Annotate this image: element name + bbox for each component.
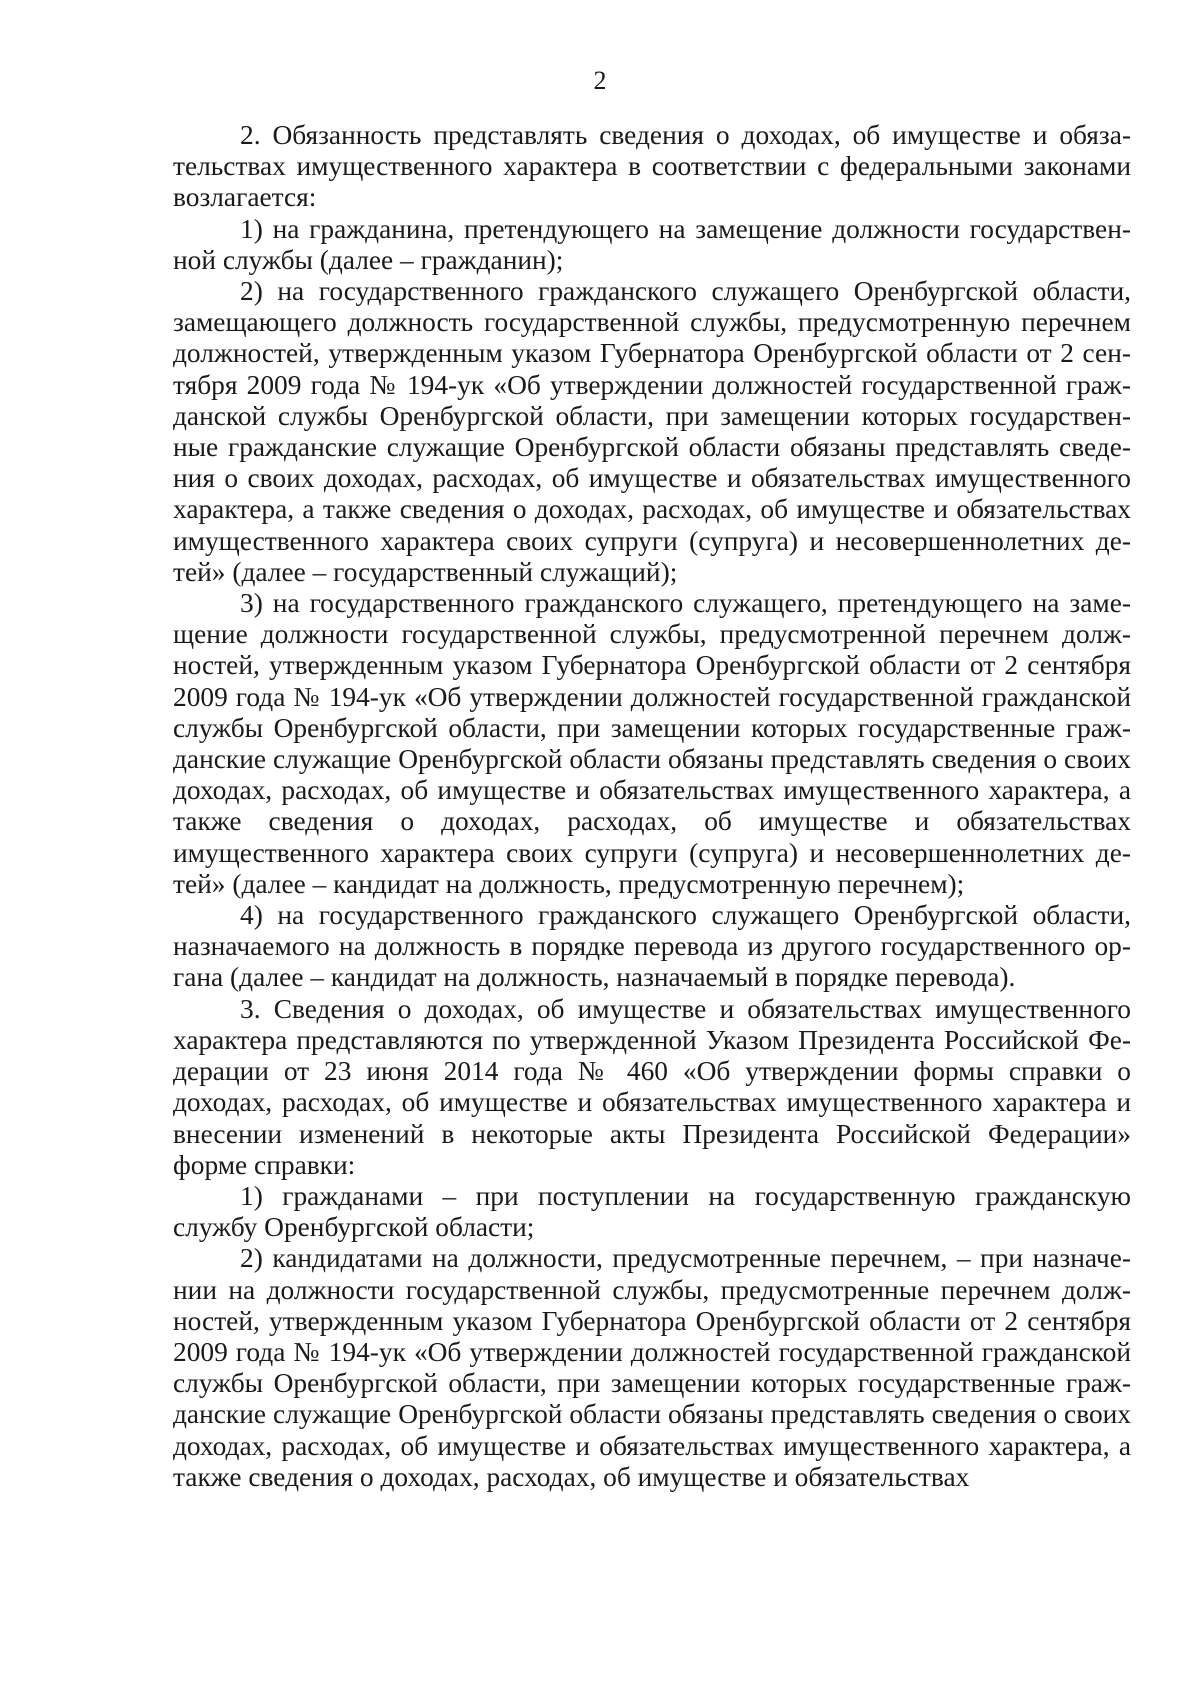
paragraph-3: 3. Сведения о доходах, об имуществе и обязательствах имущественного характера представляются по утвержденной Указом Президента Российской Федерации от 23 июня 2014 года № 460 «Об утверждении формы справки о доходах, расходах, об имуществе и обязательствах имущественного характера и внесении изменений в некоторые акты Президента Российской Федерации» форме справки: xyxy=(173,993,1131,1180)
paragraph-3-2: 2) кандидатами на должности, предусмотренные перечнем, – при назначении на должности государственной службы, предусмотренные перечнем должностей, утвержденным указом Губернатора Оренбургской области от 2 сентября 2009 года № 194-ук «Об утверждении должностей государственной гражданской службы Оренбургской области, при замещении которых государственные гражданские служащие Оренбургской области обязаны представлять сведения о своих доходах, расходах, об имуществе и обязательствах имущественного характера, а также сведения о доходах, расходах, об имуществе и обязательствах xyxy=(173,1243,1131,1492)
paragraph-2-2: 2) на государственного гражданского служащего Оренбургской области, замещающего должность государственной службы, предусмотренную перечнем должностей, утвержденным указом Губернатора Оренбургской области от 2 сентября 2009 года № 194-ук «Об утверждении должностей государственной гражданской службы Оренбургской области, при замещении которых государственные гражданские служащие Оренбургской области обязаны представлять сведения о своих доходах, расходах, об имуществе и обязательствах имущественного характера, а также сведения о доходах, расходах, об имуществе и обязательствах имущественного характера своих супруги (супруга) и несовершеннолетних детей» (далее – государственный служащий); xyxy=(173,276,1131,587)
paragraph-2-4: 4) на государственного гражданского служащего Оренбургской области, назначаемого на должность в порядке перевода из другого государственного органа (далее – кандидат на должность, назначаемый в порядке перевода). xyxy=(173,900,1131,993)
document-body xyxy=(173,120,1131,1493)
page-number: 2 xyxy=(593,66,607,95)
paragraph-2: 2. Обязанность представлять сведения о доходах, об имуществе и обязательствах имущественного характера в соответствии с федеральными законами возлагается: xyxy=(173,120,1131,213)
paragraph-3-1: 1) гражданами – при поступлении на государственную гражданскую службу Оренбургской области; xyxy=(173,1180,1131,1243)
paragraph-2-1: 1) на гражданина, претендующего на замещение должности государственной службы (далее – гражданин); xyxy=(173,213,1131,275)
paragraph-2-3: 3) на государственного гражданского служащего, претендующего на замещение должности государственной службы, предусмотренной перечнем должностей, утвержденным указом Губернатора Оренбургской области от 2 сентября 2009 года № 194-ук «Об утверждении должностей государственной гражданской службы Оренбургской области, при замещении которых государственные гражданские служащие Оренбургской области обязаны представлять сведения о своих доходах, расходах, об имуществе и обязательствах имущественного характера, а также сведения о доходах, расходах, об имуществе и обязательствах имущественного характера своих супруги (супруга) и несовершеннолетних детей» (далее – кандидат на должность, предусмотренную перечнем); xyxy=(173,588,1131,899)
